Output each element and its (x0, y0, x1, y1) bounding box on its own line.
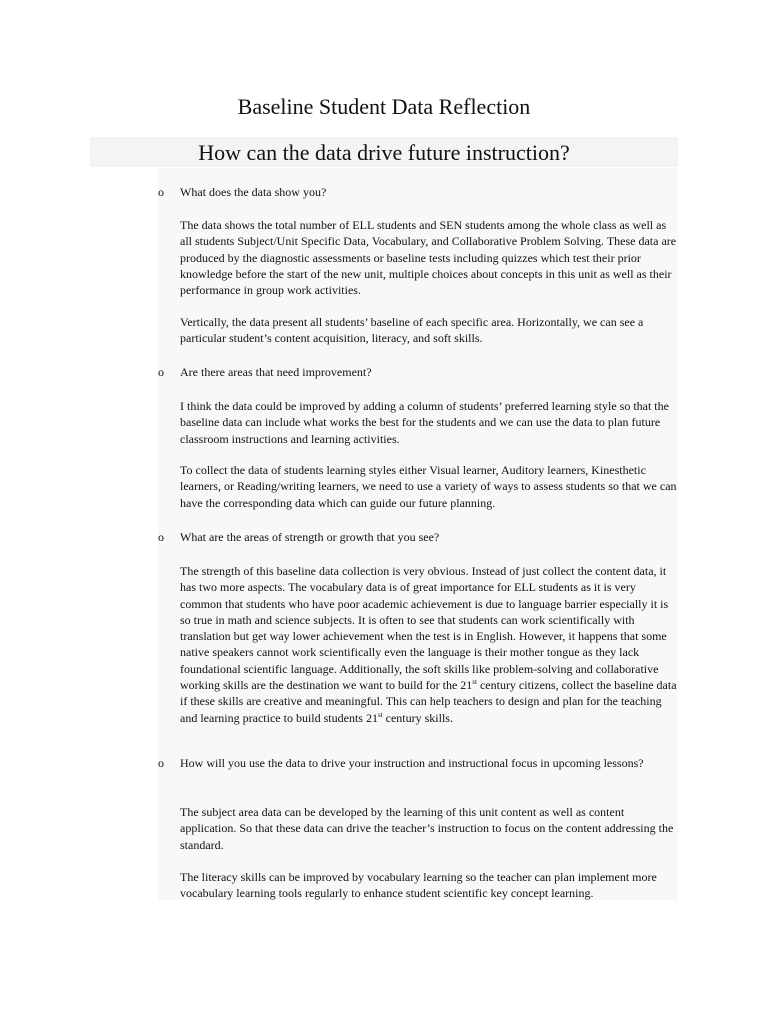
page-subtitle: How can the data drive future instruction? (198, 140, 570, 165)
answer-3-text-part-2: century citizens, collect the baseline data if these skills are creative and meaningful. This can help teachers to design and plan for the teaching and learning practice to build students 21 (180, 678, 677, 725)
answer-3-text-part-1: The strength of this baseline data collection is very obvious. Instead of just collect the content data, it has two more aspects. The vocabulary data is of great importance for ELL students as it is very common that students who have poor academic achievement is due to language barrier especially it is so true in math and science subjects. It is often to see that students can work scientifically with translation but get way lower achievement when the test is in English. However, it happens that some native speakers cannot work scientifically even the language is their mother tongue as they lack foundational scientific language. Additionally, the soft skills like problem-solving and collaborative working skills are the destination we want to build for the 21 (180, 564, 669, 693)
answer-3-text-part-3: century skills. (382, 710, 453, 725)
bullet-marker: o (158, 185, 164, 199)
answer-2-paragraph-1: I think the data could be improved by adding a column of students’ preferred learning style so that the baseline data can include what works the best for the students and we can use the data to plan future classroom instructions and learning activities. (180, 399, 669, 446)
answer-4-paragraph-2: The literacy skills can be improved by vocabulary learning so the teacher can plan implement more vocabulary learning tools regularly to enhance student scientific key concept learning. (180, 870, 657, 901)
answer-2-paragraph-2: To collect the data of students learning styles either Visual learner, Auditory learners, Kinesthetic learners, or Reading/writing learners, we need to use a variety of ways to assess students so that we can have the corresponding data which can guide our future planning. (180, 463, 677, 510)
bullet-marker: o (158, 530, 164, 544)
question-1: What does the data show you? (180, 185, 327, 199)
page-title: Baseline Student Data Reflection (237, 94, 531, 119)
ordinal-suffix: st (377, 710, 383, 719)
answer-1-paragraph-1: The data shows the total number of ELL students and SEN students among the whole class as well as all students Subject/Unit Specific Data, Vocabulary, and Collaborative Problem Solving. These data are produced by the diagnostic assessments or baseline tests including quizzes which test their prior knowledge before the start of the new unit, multiple choices about concepts in this unit as well as their performance in group work activities. (180, 218, 677, 298)
question-3: What are the areas of strength or growth that you see? (180, 530, 440, 544)
ordinal-suffix: st (472, 678, 477, 687)
bullet-marker: o (158, 756, 164, 770)
bullet-marker: o (158, 365, 164, 379)
answer-3-paragraph-1 (180, 563, 678, 726)
question-4: How will you use the data to drive your instruction and instructional focus in upcoming lessons? (180, 756, 644, 770)
answer-1-paragraph-2: Vertically, the data present all students’ baseline of each specific area. Horizontally, we can see a particular student’s content acquisition, literacy, and soft skills. (180, 315, 644, 346)
answer-4-paragraph-1: The subject area data can be developed by the learning of this unit content as well as content application. So that these data can drive the teacher’s instruction to focus on the content addressing the standard. (180, 805, 674, 852)
question-2: Are there areas that need improvement? (180, 365, 372, 379)
